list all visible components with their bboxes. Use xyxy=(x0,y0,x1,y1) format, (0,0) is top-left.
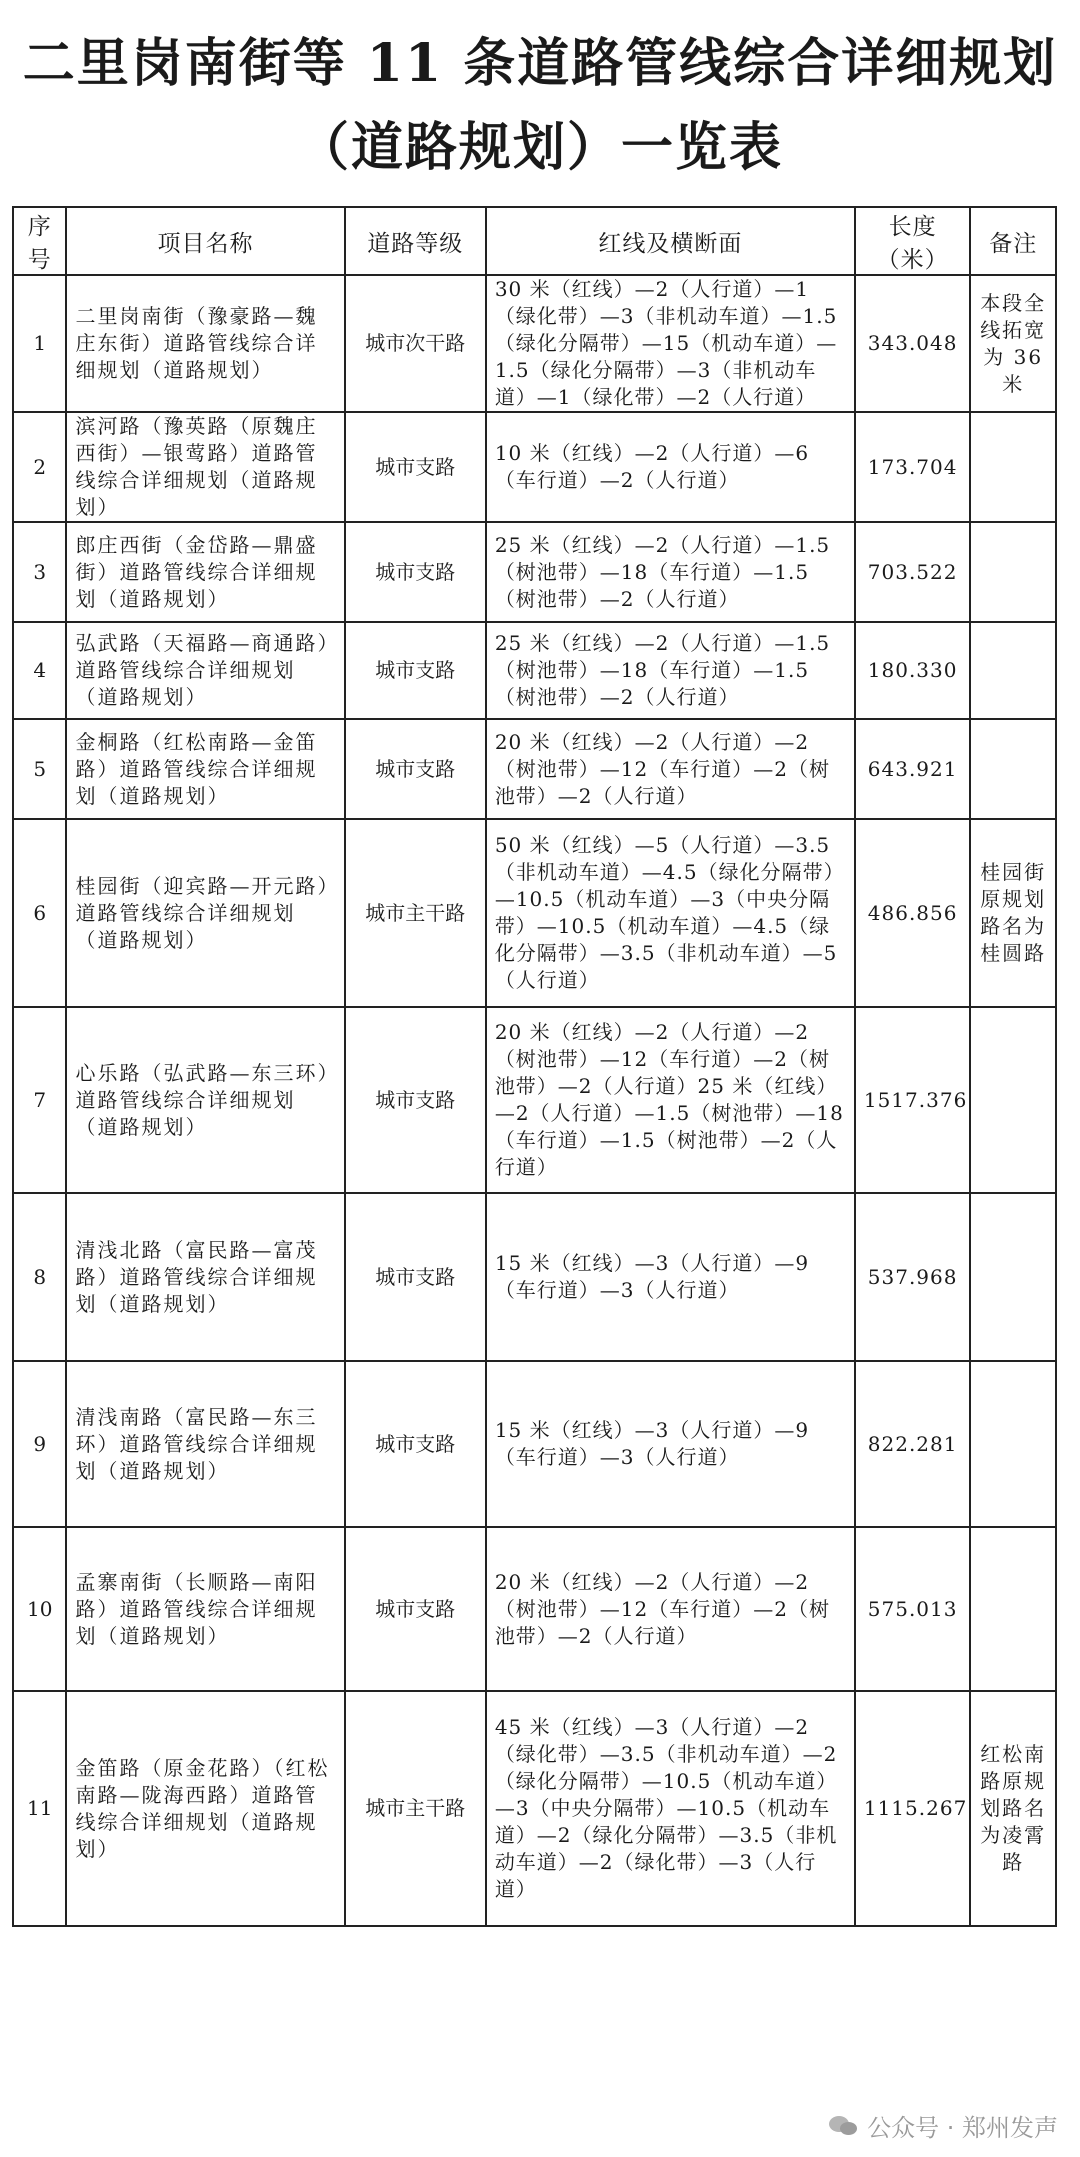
cell-length: 173.704 xyxy=(855,412,971,522)
table-row xyxy=(13,275,1056,412)
cell-section: 25 米（红线）—2（人行道）—1.5（树池带）—18（车行道）—1.5（树池带）—2（人行道） xyxy=(486,622,855,719)
cell-no: 1 xyxy=(13,275,66,412)
cell-section: 15 米（红线）—3（人行道）—9（车行道）—3（人行道） xyxy=(486,1361,855,1527)
cell-grade: 城市支路 xyxy=(345,719,486,819)
document-title: 二里岗南街等 11 条道路管线综合详细规划 xyxy=(22,33,1058,94)
table-row xyxy=(13,1007,1056,1193)
cell-length: 1517.376 xyxy=(855,1007,971,1193)
cell-no: 9 xyxy=(13,1361,66,1527)
cell-name: 清浅南路（富民路—东三环）道路管线综合详细规划（道路规划） xyxy=(66,1361,344,1527)
cell-name: 桂园街（迎宾路—开元路）道路管线综合详细规划（道路规划） xyxy=(66,819,344,1007)
cell-grade: 城市主干路 xyxy=(345,819,486,1007)
cell-length: 1115.267 xyxy=(855,1691,971,1926)
cell-section: 15 米（红线）—3（人行道）—9（车行道）—3（人行道） xyxy=(486,1193,855,1361)
table-row xyxy=(13,1691,1056,1926)
cell-no: 6 xyxy=(13,819,66,1007)
cell-grade: 城市次干路 xyxy=(345,275,486,412)
cell-grade: 城市支路 xyxy=(345,1361,486,1527)
cell-note xyxy=(970,522,1056,622)
cell-name: 二里岗南街（豫豪路—魏庄东街）道路管线综合详细规划（道路规划） xyxy=(66,275,344,412)
cell-no: 11 xyxy=(13,1691,66,1926)
cell-no: 2 xyxy=(13,412,66,522)
header-grade: 道路等级 xyxy=(345,207,486,275)
table-row xyxy=(13,1193,1056,1361)
cell-name: 孟寨南街（长顺路—南阳路）道路管线综合详细规划（道路规划） xyxy=(66,1527,344,1691)
cell-note xyxy=(970,1361,1056,1527)
watermark xyxy=(829,2108,1058,2143)
cell-grade: 城市支路 xyxy=(345,1007,486,1193)
cell-note xyxy=(970,719,1056,819)
cell-no: 10 xyxy=(13,1527,66,1691)
cell-section: 25 米（红线）—2（人行道）—1.5（树池带）—18（车行道）—1.5（树池带）—2（人行道） xyxy=(486,522,855,622)
table-row xyxy=(13,819,1056,1007)
cell-no: 7 xyxy=(13,1007,66,1193)
cell-section: 20 米（红线）—2（人行道）—2（树池带）—12（车行道）—2（树池带）—2（人行道） xyxy=(486,1527,855,1691)
cell-section: 20 米（红线）—2（人行道）—2（树池带）—12（车行道）—2（树池带）—2（人行道）25 米（红线）—2（人行道）—1.5（树池带）—18（车行道）—1.5（树池带）—2（人行道） xyxy=(486,1007,855,1193)
cell-no: 5 xyxy=(13,719,66,819)
header-note: 备注 xyxy=(970,207,1056,275)
cell-section: 20 米（红线）—2（人行道）—2（树池带）—12（车行道）—2（树池带）—2（人行道） xyxy=(486,719,855,819)
header-name: 项目名称 xyxy=(66,207,344,275)
cell-note: 本段全线拓宽为 36 米 xyxy=(970,275,1056,412)
cell-name: 弘武路（天福路—商通路）道路管线综合详细规划（道路规划） xyxy=(66,622,344,719)
watermark-text: 公众号 · 郑州发声 xyxy=(867,2114,1058,2142)
cell-name: 金桐路（红松南路—金笛路）道路管线综合详细规划（道路规划） xyxy=(66,719,344,819)
table-row xyxy=(13,719,1056,819)
table-row xyxy=(13,622,1056,719)
header-no: 序号 xyxy=(13,207,66,275)
cell-length: 643.921 xyxy=(855,719,971,819)
roads-table xyxy=(12,206,1057,1927)
table-row xyxy=(13,412,1056,522)
header-section: 红线及横断面 xyxy=(486,207,855,275)
cell-name: 金笛路（原金花路）（红松南路—陇海西路）道路管线综合详细规划（道路规划） xyxy=(66,1691,344,1926)
document-subtitle: （道路规划）一览表 xyxy=(296,117,783,178)
cell-no: 8 xyxy=(13,1193,66,1361)
header-length: 长度（米） xyxy=(855,207,971,275)
cell-length: 486.856 xyxy=(855,819,971,1007)
cell-length: 575.013 xyxy=(855,1527,971,1691)
cell-section: 50 米（红线）—5（人行道）—3.5（非机动车道）—4.5（绿化分隔带）—10.5（机动车道）—3（中央分隔带）—10.5（机动车道）—4.5（绿化分隔带）—3.5（非机动车道）—5（人行道） xyxy=(486,819,855,1007)
cell-note xyxy=(970,1007,1056,1193)
table-header-row xyxy=(13,207,1056,275)
cell-length: 822.281 xyxy=(855,1361,971,1527)
cell-section: 10 米（红线）—2（人行道）—6（车行道）—2（人行道） xyxy=(486,412,855,522)
cell-name: 清浅北路（富民路—富茂路）道路管线综合详细规划（道路规划） xyxy=(66,1193,344,1361)
cell-no: 4 xyxy=(13,622,66,719)
cell-name: 滨河路（豫英路（原魏庄西街）—银莺路）道路管线综合详细规划（道路规划） xyxy=(66,412,344,522)
cell-grade: 城市支路 xyxy=(345,1193,486,1361)
cell-note xyxy=(970,412,1056,522)
cell-length: 703.522 xyxy=(855,522,971,622)
cell-name: 郎庄西街（金岱路—鼎盛街）道路管线综合详细规划（道路规划） xyxy=(66,522,344,622)
wechat-icon xyxy=(829,2114,859,2138)
cell-grade: 城市支路 xyxy=(345,412,486,522)
table-row xyxy=(13,1527,1056,1691)
cell-note xyxy=(970,1193,1056,1361)
cell-no: 3 xyxy=(13,522,66,622)
cell-length: 537.968 xyxy=(855,1193,971,1361)
cell-name: 心乐路（弘武路—东三环）道路管线综合详细规划（道路规划） xyxy=(66,1007,344,1193)
cell-note: 桂园街原规划路名为桂圆路 xyxy=(970,819,1056,1007)
cell-length: 180.330 xyxy=(855,622,971,719)
cell-grade: 城市支路 xyxy=(345,622,486,719)
cell-length: 343.048 xyxy=(855,275,971,412)
cell-section: 30 米（红线）—2（人行道）—1（绿化带）—3（非机动车道）—1.5（绿化分隔带）—15（机动车道）—1.5（绿化分隔带）—3（非机动车道）—1（绿化带）—2（人行道） xyxy=(486,275,855,412)
table-row xyxy=(13,522,1056,622)
table-row xyxy=(13,1361,1056,1527)
cell-grade: 城市支路 xyxy=(345,522,486,622)
cell-note: 红松南路原规划路名为凌霄路 xyxy=(970,1691,1056,1926)
cell-note xyxy=(970,1527,1056,1691)
cell-section: 45 米（红线）—3（人行道）—2（绿化带）—3.5（非机动车道）—2（绿化分隔带）—10.5（机动车道）—3（中央分隔带）—10.5（机动车道）—2（绿化分隔带）—3.5（非机动车道）—2（绿化带）—3（人行道） xyxy=(486,1691,855,1926)
cell-note xyxy=(970,622,1056,719)
cell-grade: 城市支路 xyxy=(345,1527,486,1691)
cell-grade: 城市主干路 xyxy=(345,1691,486,1926)
